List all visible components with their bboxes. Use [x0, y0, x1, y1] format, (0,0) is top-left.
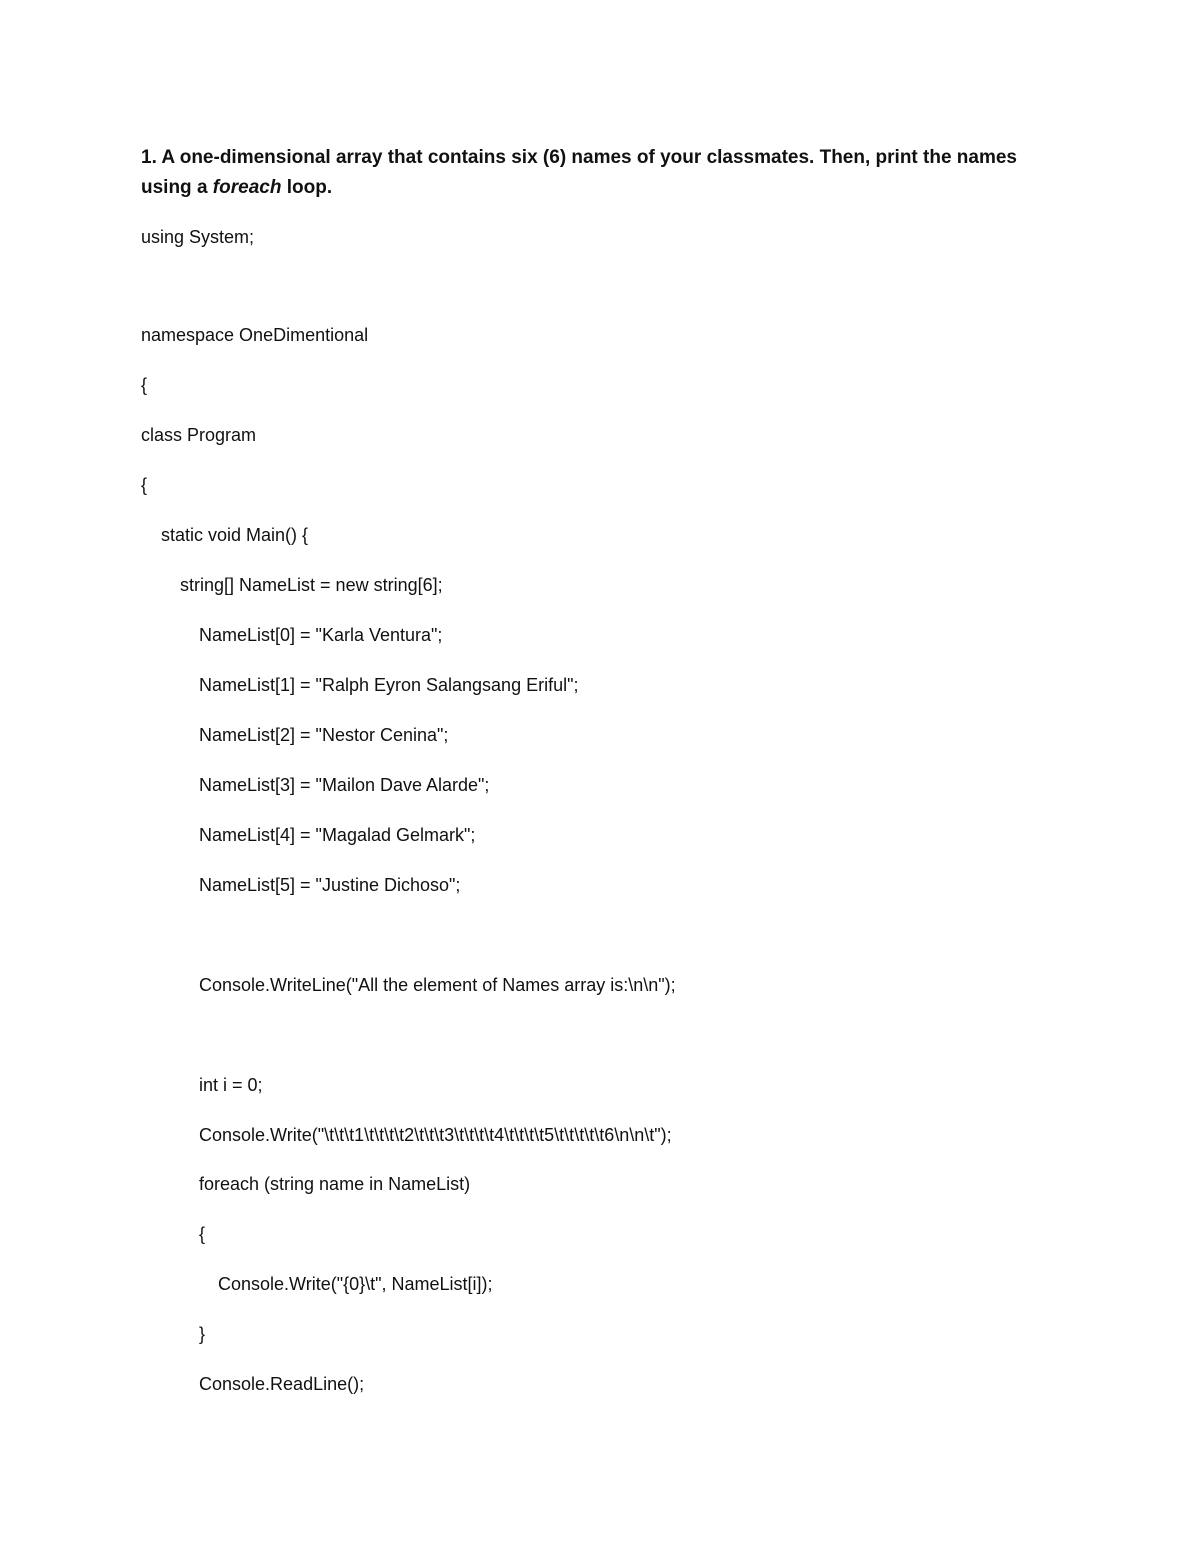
heading-text-start: 1. A one-dimensional array that contains six (6) names of your classmates. Then, print the names using a [141, 147, 1018, 198]
code-line: NameList[4] = "Magalad Gelmark"; [199, 825, 476, 845]
code-line: namespace OneDimentional [141, 325, 369, 345]
code-line: NameList[2] = "Nestor Cenina"; [199, 725, 449, 745]
code-line: NameList[3] = "Mailon Dave Alarde"; [199, 775, 490, 795]
code-line: Console.Write("\t\t\t1\t\t\t\t2\t\t\t3\t\t\t\t4\t\t\t\t5\t\t\t\t\t6\n\n\t"); [199, 1125, 672, 1145]
code-line: NameList[5] = "Justine Dichoso"; [199, 875, 461, 895]
question-heading [141, 143, 1071, 203]
code-line: int i = 0; [199, 1075, 263, 1095]
code-line: foreach (string name in NameList) [199, 1174, 471, 1194]
code-line: { [141, 375, 148, 395]
code-line: NameList[1] = "Ralph Eyron Salangsang Eriful"; [199, 675, 579, 695]
code-line: { [141, 475, 148, 495]
code-line: Console.ReadLine(); [199, 1374, 365, 1394]
code-line: } [199, 1324, 206, 1344]
code-line: { [199, 1224, 206, 1244]
heading-emphasis: foreach [212, 177, 282, 198]
code-line: class Program [141, 425, 257, 445]
code-line: Console.Write("{0}\t", NameList[i]); [218, 1274, 493, 1294]
code-line: string[] NameList = new string[6]; [180, 575, 443, 595]
code-line: using System; [141, 227, 255, 247]
code-line: static void Main() { [161, 525, 309, 545]
code-line: NameList[0] = "Karla Ventura"; [199, 625, 443, 645]
code-line: Console.WriteLine("All the element of Names array is:\n\n"); [199, 975, 676, 995]
heading-text-end: loop. [281, 177, 333, 198]
